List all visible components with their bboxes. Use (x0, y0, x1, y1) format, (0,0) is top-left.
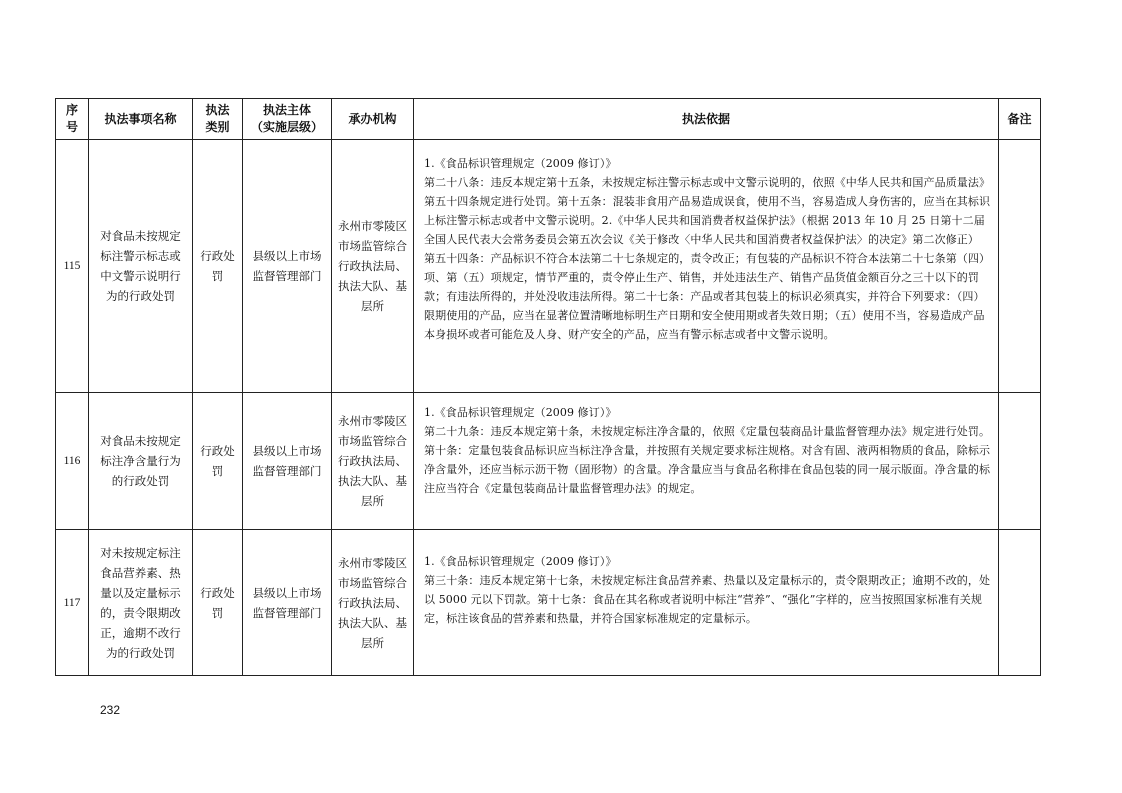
row-basis (414, 530, 999, 676)
row-remark (999, 393, 1041, 530)
header-remark: 备注 (999, 99, 1041, 140)
row-remark (999, 530, 1041, 676)
header-item-name: 执法事项名称 (89, 99, 193, 140)
basis-paragraph: 1.《食品标识管理规定（2009 修订）》 (424, 406, 617, 419)
enforcement-table (55, 98, 1041, 676)
row-subject: 县级以上市场监督管理部门 (243, 140, 332, 393)
basis-paragraph: 第二十九条：违反本规定第十条，未按规定标注净含量的，依照《定量包装商品计量监督管理办法》规定进行处罚。第十条：定量包装食品标识应当标注净含量，并按照有关规定要求标注规格。对含有固、液两相物质的食品，除标示净含量外，还应当标示沥干物（固形物）的含量。净含量应当与食品名称排在食品包装的同一展示版面。净含量的标注应当符合《定量包装商品计量监督管理办法》的规定。 (424, 425, 991, 495)
row-seq: 117 (56, 530, 89, 676)
basis-paragraph: 1.《食品标识管理规定（2009 修订）》 (424, 157, 617, 170)
row-category: 行政处罚 (193, 530, 243, 676)
row-agency: 永州市零陵区市场监管综合行政执法局、执法大队、基层所 (332, 393, 414, 530)
row-subject: 县级以上市场监督管理部门 (243, 393, 332, 530)
row-category: 行政处罚 (193, 393, 243, 530)
header-basis: 执法依据 (414, 99, 999, 140)
header-seq: 序 号 (56, 99, 89, 140)
row-basis (414, 393, 999, 530)
basis-paragraph: 第二十八条：违反本规定第十五条，未按规定标注警示标志或中文警示说明的，依照《中华人民共和国产品质量法》第五十四条规定进行处罚。第十五条：混装非食用产品易造成误食，使用不当，容易造成人身伤害的，应当在其标识上标注警示标志或者中文警示说明。2.《中华人民共和国消费者权益保护法》（根据 2013 年 10 月 25 日第十二届全国人民代表大会常务委员会第五次会议《关于修改〈中华人民共和国消费者权益保护法〉的决定》第二次修正） (424, 176, 991, 246)
row-agency: 永州市零陵区市场监管综合行政执法局、执法大队、基层所 (332, 530, 414, 676)
row-subject: 县级以上市场监督管理部门 (243, 530, 332, 676)
row-seq: 116 (56, 393, 89, 530)
row-category: 行政处罚 (193, 140, 243, 393)
row-item-name: 对食品未按规定标注净含量行为的行政处罚 (89, 393, 193, 530)
row-agency: 永州市零陵区市场监管综合行政执法局、执法大队、基层所 (332, 140, 414, 393)
table-row (56, 530, 1041, 676)
table-row (56, 393, 1041, 530)
basis-paragraph: 1.《食品标识管理规定（2009 修订）》 (424, 555, 617, 568)
header-category: 执法 类别 (193, 99, 243, 140)
row-remark (999, 140, 1041, 393)
header-row (56, 99, 1041, 140)
table-row (56, 140, 1041, 393)
basis-paragraph: 第三十条：违反本规定第十七条，未按规定标注食品营养素、热量以及定量标示的，责令限期改正；逾期不改的，处以 5000 元以下罚款。第十七条：食品在其名称或者说明中标注“营养”、“强化”字样的，应当按照国家标准有关规定，标注该食品的营养素和热量，并符合国家标准规定的定量标示。 (424, 574, 991, 625)
header-subject: 执法主体 （实施层级） (243, 99, 332, 140)
row-item-name: 对食品未按规定标注警示标志或中文警示说明行为的行政处罚 (89, 140, 193, 393)
header-agency: 承办机构 (332, 99, 414, 140)
basis-paragraph: 第五十四条：产品标识不符合本法第二十七条规定的，责令改正；有包装的产品标识不符合本法第二十七条第（四）项、第（五）项规定，情节严重的，责令停止生产、销售，并处违法生产、销售产品货值金额百分之三十以下的罚款；有违法所得的，并处没收违法所得。第二十七条：产品或者其包装上的标识必须真实，并符合下列要求：（四）限期使用的产品，应当在显著位置清晰地标明生产日期和安全使用期或者失效日期；（五）使用不当，容易造成产品本身损坏或者可能危及人身、财产安全的产品，应当有警示标志或者中文警示说明。 (424, 252, 991, 341)
row-item-name: 对未按规定标注食品营养素、热量以及定量标示的，责令限期改正，逾期不改行为的行政处罚 (89, 530, 193, 676)
page-number: 232 (100, 703, 121, 717)
row-basis (414, 140, 999, 393)
row-seq: 115 (56, 140, 89, 393)
